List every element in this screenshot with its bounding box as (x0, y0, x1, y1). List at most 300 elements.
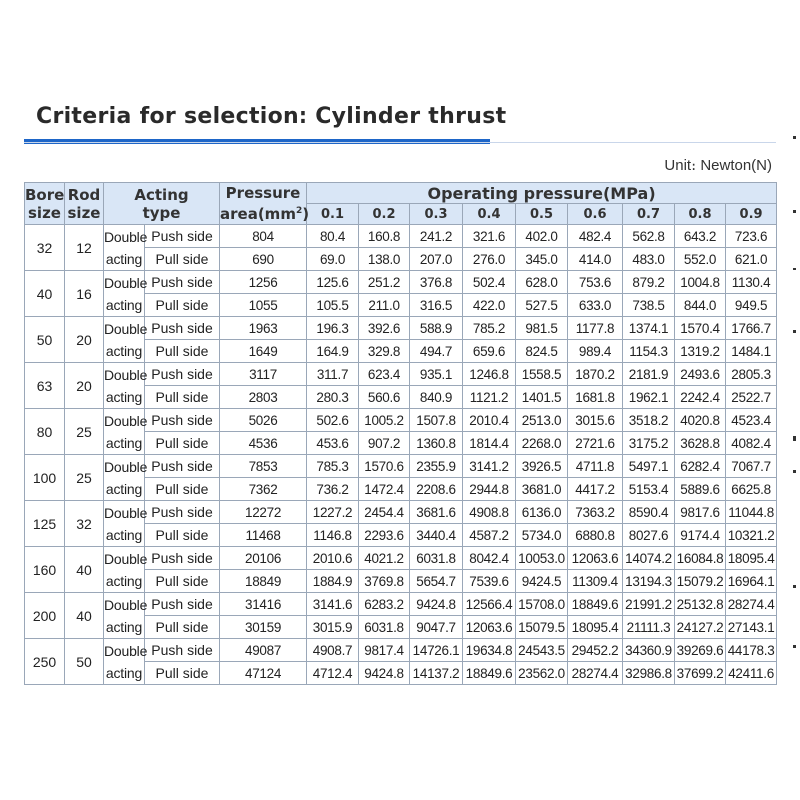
thrust-cell: 753.6 (568, 271, 623, 294)
thrust-cell: 345.0 (516, 248, 568, 271)
pressure-col-header: 0.1 (307, 204, 359, 225)
pull-area-cell: 47124 (220, 662, 307, 685)
thrust-cell: 949.5 (726, 294, 777, 317)
acting-type-cell (104, 317, 148, 363)
thrust-cell: 1558.5 (516, 363, 568, 386)
thrust-cell: 207.0 (410, 248, 463, 271)
edge-mark (793, 330, 796, 333)
pull-side-label: Pull side (145, 570, 220, 593)
thrust-cell: 1005.2 (359, 409, 410, 432)
thrust-cell: 588.9 (410, 317, 463, 340)
thrust-cell: 392.6 (359, 317, 410, 340)
pressure-header-line2: area(mm (220, 205, 296, 223)
pull-area-cell: 30159 (220, 616, 307, 639)
thrust-cell: 11309.4 (568, 570, 623, 593)
table-row (25, 409, 777, 432)
thrust-cell: 1814.4 (463, 432, 516, 455)
thrust-cell: 2355.9 (410, 455, 463, 478)
push-side-label: Push side (145, 547, 220, 570)
col-header-pressure-area (220, 183, 310, 225)
thrust-cell: 1121.2 (463, 386, 516, 409)
acting-type-cell (104, 593, 148, 639)
col-header-operating-pressure: Operating pressure(MPa) (307, 183, 777, 204)
thrust-cell: 824.5 (516, 340, 568, 363)
thrust-cell: 1507.8 (410, 409, 463, 432)
thrust-cell: 1374.1 (623, 317, 675, 340)
thrust-cell: 494.7 (410, 340, 463, 363)
thrust-cell: 276.0 (463, 248, 516, 271)
thrust-cell: 25132.8 (675, 593, 726, 616)
thrust-cell: 414.0 (568, 248, 623, 271)
edge-mark (793, 436, 796, 441)
pressure-header-line1: Pressure (225, 184, 301, 202)
bore-size-cell: 160 (25, 547, 65, 593)
pull-area-cell: 11468 (220, 524, 307, 547)
pull-side-label: Pull side (145, 616, 220, 639)
thrust-cell: 12063.6 (463, 616, 516, 639)
thrust-cell: 28274.4 (568, 662, 623, 685)
thrust-cell: 39269.6 (675, 639, 726, 662)
bore-size-cell: 250 (25, 639, 65, 685)
table-row (25, 317, 777, 340)
thrust-cell: 16964.1 (726, 570, 777, 593)
thrust-cell: 723.6 (726, 225, 777, 248)
acting-label: acting (105, 572, 143, 589)
thrust-cell: 1360.8 (410, 432, 463, 455)
thrust-cell: 4020.8 (675, 409, 726, 432)
thrust-cell: 3769.8 (359, 570, 410, 593)
thrust-cell: 643.2 (675, 225, 726, 248)
thrust-cell: 1146.8 (307, 524, 359, 547)
table-row (25, 639, 777, 662)
bore-size-cell: 80 (25, 409, 65, 455)
thrust-cell: 1484.1 (726, 340, 777, 363)
col-header-rod (65, 183, 104, 225)
thrust-cell: 15708.0 (516, 593, 568, 616)
thrust-cell: 482.4 (568, 225, 623, 248)
pressure-col-header: 0.8 (675, 204, 726, 225)
thrust-cell: 12063.6 (568, 547, 623, 570)
thrust-cell: 13194.3 (623, 570, 675, 593)
thrust-cell: 453.6 (307, 432, 359, 455)
thrust-cell: 2493.6 (675, 363, 726, 386)
thrust-cell: 196.3 (307, 317, 359, 340)
acting-header-line2: type (142, 203, 181, 222)
thrust-cell: 321.6 (463, 225, 516, 248)
thrust-cell: 1884.9 (307, 570, 359, 593)
thrust-cell: 552.0 (675, 248, 726, 271)
thrust-cell: 14726.1 (410, 639, 463, 662)
acting-label: acting (105, 342, 143, 359)
thrust-cell: 9047.7 (410, 616, 463, 639)
rod-size-cell: 20 (65, 363, 104, 409)
rod-header-line2: size (67, 203, 101, 222)
thrust-cell: 28274.4 (726, 593, 777, 616)
table-body (25, 225, 777, 685)
double-label: Double (104, 596, 148, 613)
edge-mark (793, 136, 796, 139)
acting-type-cell (104, 455, 148, 501)
thrust-cell: 1401.5 (516, 386, 568, 409)
thrust-cell: 3518.2 (623, 409, 675, 432)
thrust-cell: 502.6 (307, 409, 359, 432)
thrust-cell: 7067.7 (726, 455, 777, 478)
thrust-cell: 44178.3 (726, 639, 777, 662)
push-area-cell: 12272 (220, 501, 307, 524)
cylinder-thrust-table (24, 182, 777, 685)
thrust-cell: 2242.4 (675, 386, 726, 409)
edge-mark (793, 645, 796, 648)
thrust-cell: 10053.0 (516, 547, 568, 570)
thrust-cell: 907.2 (359, 432, 410, 455)
thrust-cell: 527.5 (516, 294, 568, 317)
col-header-acting-type (104, 183, 220, 225)
thrust-cell: 1570.6 (359, 455, 410, 478)
thrust-cell: 879.2 (623, 271, 675, 294)
thrust-cell: 6283.2 (359, 593, 410, 616)
thrust-cell: 1177.8 (568, 317, 623, 340)
thrust-cell: 251.2 (359, 271, 410, 294)
rod-size-cell: 25 (65, 409, 104, 455)
rod-size-cell: 50 (65, 639, 104, 685)
rod-size-cell: 12 (65, 225, 104, 271)
bore-header-line1: Bore (25, 185, 65, 204)
thrust-cell: 4712.4 (307, 662, 359, 685)
thrust-cell: 241.2 (410, 225, 463, 248)
thrust-cell: 3926.5 (516, 455, 568, 478)
thrust-cell: 6031.8 (359, 616, 410, 639)
pull-area-cell: 18849 (220, 570, 307, 593)
thrust-cell: 2208.6 (410, 478, 463, 501)
thrust-cell: 9817.6 (675, 501, 726, 524)
acting-label: acting (105, 526, 143, 543)
thrust-cell: 840.9 (410, 386, 463, 409)
thrust-cell: 8042.4 (463, 547, 516, 570)
thrust-cell: 3681.0 (516, 478, 568, 501)
acting-label: acting (105, 480, 143, 497)
thrust-cell: 7363.2 (568, 501, 623, 524)
thrust-cell: 4908.7 (307, 639, 359, 662)
thrust-cell: 5153.4 (623, 478, 675, 501)
pull-area-cell: 4536 (220, 432, 307, 455)
thrust-cell: 4908.8 (463, 501, 516, 524)
pressure-col-header: 0.2 (359, 204, 410, 225)
thrust-cell: 2268.0 (516, 432, 568, 455)
thrust-cell: 16084.8 (675, 547, 726, 570)
rod-header-line1: Rod (67, 185, 101, 204)
thrust-cell: 2010.6 (307, 547, 359, 570)
thrust-cell: 15079.5 (516, 616, 568, 639)
push-area-cell: 7853 (220, 455, 307, 478)
thrust-cell: 4021.2 (359, 547, 410, 570)
thrust-cell: 24127.2 (675, 616, 726, 639)
thrust-cell: 21991.2 (623, 593, 675, 616)
pressure-header-sup: 2 (295, 206, 303, 216)
thrust-cell: 5889.6 (675, 478, 726, 501)
thrust-cell: 633.0 (568, 294, 623, 317)
push-area-cell: 804 (220, 225, 307, 248)
thrust-cell: 621.0 (726, 248, 777, 271)
thrust-cell: 18095.4 (568, 616, 623, 639)
acting-type-cell (104, 271, 148, 317)
thrust-cell: 27143.1 (726, 616, 777, 639)
acting-type-cell (104, 409, 148, 455)
thrust-cell: 422.0 (463, 294, 516, 317)
thrust-cell: 3141.2 (463, 455, 516, 478)
bore-size-cell: 40 (25, 271, 65, 317)
thrust-cell: 4082.4 (726, 432, 777, 455)
acting-label: acting (105, 618, 143, 635)
thrust-cell: 42411.6 (726, 662, 777, 685)
acting-type-cell (104, 501, 148, 547)
push-side-label: Push side (145, 317, 220, 340)
table-row (25, 225, 777, 248)
thrust-cell: 5654.7 (410, 570, 463, 593)
rod-size-cell: 16 (65, 271, 104, 317)
acting-header-line1: Acting (134, 185, 189, 204)
rod-size-cell: 32 (65, 501, 104, 547)
thrust-cell: 9424.8 (410, 593, 463, 616)
thrust-cell: 502.4 (463, 271, 516, 294)
double-label: Double (104, 228, 148, 245)
thrust-cell: 3141.6 (307, 593, 359, 616)
thrust-cell: 5497.1 (623, 455, 675, 478)
pull-area-cell: 1055 (220, 294, 307, 317)
col-header-bore (25, 183, 65, 225)
page-title: Criteria for selection։ Cylinder thrust (36, 104, 507, 129)
table-header (25, 183, 777, 225)
thrust-cell: 6282.4 (675, 455, 726, 478)
pressure-col-header: 0.6 (568, 204, 623, 225)
acting-label: acting (105, 250, 143, 267)
double-label: Double (104, 320, 148, 337)
thrust-cell: 19634.8 (463, 639, 516, 662)
thrust-cell: 738.5 (623, 294, 675, 317)
thrust-cell: 376.8 (410, 271, 463, 294)
thrust-cell: 2721.6 (568, 432, 623, 455)
pressure-col-header: 0.4 (463, 204, 516, 225)
double-label: Double (104, 274, 148, 291)
acting-type-cell (104, 225, 148, 271)
thrust-cell: 2010.4 (463, 409, 516, 432)
thrust-cell: 6625.8 (726, 478, 777, 501)
pull-side-label: Pull side (145, 478, 220, 501)
unit-label: Unit։ Newton(N) (664, 157, 772, 174)
thrust-cell: 10321.2 (726, 524, 777, 547)
pull-area-cell: 2803 (220, 386, 307, 409)
thrust-cell: 628.0 (516, 271, 568, 294)
bore-size-cell: 50 (25, 317, 65, 363)
thrust-cell: 785.3 (307, 455, 359, 478)
thrust-cell: 844.0 (675, 294, 726, 317)
table-row (25, 271, 777, 294)
thrust-cell: 160.8 (359, 225, 410, 248)
thrust-cell: 785.2 (463, 317, 516, 340)
double-label: Double (104, 412, 148, 429)
acting-type-cell (104, 639, 148, 685)
thrust-cell: 1319.2 (675, 340, 726, 363)
thrust-cell: 316.5 (410, 294, 463, 317)
thrust-cell: 4417.2 (568, 478, 623, 501)
thrust-cell: 7539.6 (463, 570, 516, 593)
acting-label: acting (105, 296, 143, 313)
thrust-cell: 981.5 (516, 317, 568, 340)
table-row (25, 501, 777, 524)
thrust-cell: 1766.7 (726, 317, 777, 340)
bore-size-cell: 100 (25, 455, 65, 501)
pressure-col-header: 0.7 (623, 204, 675, 225)
thrust-cell: 3015.6 (568, 409, 623, 432)
thrust-cell: 18849.6 (568, 593, 623, 616)
table-row (25, 363, 777, 386)
thrust-cell: 1870.2 (568, 363, 623, 386)
thrust-cell: 1246.8 (463, 363, 516, 386)
double-label: Double (104, 550, 148, 567)
push-side-label: Push side (145, 455, 220, 478)
push-side-label: Push side (145, 593, 220, 616)
thrust-cell: 14074.2 (623, 547, 675, 570)
thrust-cell: 21111.3 (623, 616, 675, 639)
thrust-cell: 2181.9 (623, 363, 675, 386)
push-side-label: Push side (145, 639, 220, 662)
bore-size-cell: 200 (25, 593, 65, 639)
rod-size-cell: 25 (65, 455, 104, 501)
pressure-header-close: ) (302, 205, 310, 223)
thrust-cell: 6880.8 (568, 524, 623, 547)
thrust-cell: 1681.8 (568, 386, 623, 409)
pull-side-label: Pull side (145, 294, 220, 317)
acting-type-cell (104, 547, 148, 593)
thrust-cell: 1004.8 (675, 271, 726, 294)
thrust-cell: 9424.8 (359, 662, 410, 685)
thrust-cell: 402.0 (516, 225, 568, 248)
thrust-cell: 4523.4 (726, 409, 777, 432)
thrust-cell: 2805.3 (726, 363, 777, 386)
pull-area-cell: 1649 (220, 340, 307, 363)
thrust-cell: 5734.0 (516, 524, 568, 547)
push-area-cell: 5026 (220, 409, 307, 432)
thrust-cell: 2513.0 (516, 409, 568, 432)
edge-mark (793, 585, 796, 588)
push-area-cell: 1963 (220, 317, 307, 340)
thrust-cell: 8590.4 (623, 501, 675, 524)
thrust-cell: 3175.2 (623, 432, 675, 455)
thrust-cell: 80.4 (307, 225, 359, 248)
push-area-cell: 49087 (220, 639, 307, 662)
pressure-col-header: 0.9 (726, 204, 777, 225)
pull-area-cell: 7362 (220, 478, 307, 501)
table-row (25, 455, 777, 478)
thrust-cell: 989.4 (568, 340, 623, 363)
pull-area-cell: 690 (220, 248, 307, 271)
thrust-cell: 2944.8 (463, 478, 516, 501)
acting-label: acting (105, 664, 143, 681)
pull-side-label: Pull side (145, 340, 220, 363)
thrust-cell: 1227.2 (307, 501, 359, 524)
thrust-cell: 329.8 (359, 340, 410, 363)
thrust-cell: 659.6 (463, 340, 516, 363)
thrust-cell: 1130.4 (726, 271, 777, 294)
push-side-label: Push side (145, 271, 220, 294)
pressure-col-header: 0.5 (516, 204, 568, 225)
thrust-cell: 164.9 (307, 340, 359, 363)
thrust-cell: 211.0 (359, 294, 410, 317)
thrust-cell: 18849.6 (463, 662, 516, 685)
thrust-cell: 483.0 (623, 248, 675, 271)
thrust-cell: 1154.3 (623, 340, 675, 363)
push-area-cell: 20106 (220, 547, 307, 570)
thrust-cell: 69.0 (307, 248, 359, 271)
pull-side-label: Pull side (145, 432, 220, 455)
thrust-cell: 23562.0 (516, 662, 568, 685)
thrust-cell: 1962.1 (623, 386, 675, 409)
rod-size-cell: 40 (65, 593, 104, 639)
thrust-cell: 1472.4 (359, 478, 410, 501)
push-side-label: Push side (145, 225, 220, 248)
thrust-cell: 736.2 (307, 478, 359, 501)
push-side-label: Push side (145, 501, 220, 524)
thrust-cell: 32986.8 (623, 662, 675, 685)
bore-size-cell: 125 (25, 501, 65, 547)
thrust-cell: 2454.4 (359, 501, 410, 524)
thrust-cell: 2293.6 (359, 524, 410, 547)
double-label: Double (104, 504, 148, 521)
acting-type-cell (104, 363, 148, 409)
thrust-cell: 3681.6 (410, 501, 463, 524)
push-area-cell: 1256 (220, 271, 307, 294)
title-underline (24, 142, 776, 143)
thrust-cell: 34360.9 (623, 639, 675, 662)
bore-size-cell: 63 (25, 363, 65, 409)
table-row (25, 547, 777, 570)
thrust-cell: 12566.4 (463, 593, 516, 616)
thrust-cell: 8027.6 (623, 524, 675, 547)
double-label: Double (104, 366, 148, 383)
edge-mark (793, 268, 796, 270)
thrust-cell: 311.7 (307, 363, 359, 386)
double-label: Double (104, 458, 148, 475)
thrust-cell: 125.6 (307, 271, 359, 294)
thrust-cell: 3015.9 (307, 616, 359, 639)
thrust-cell: 4587.2 (463, 524, 516, 547)
pull-side-label: Pull side (145, 662, 220, 685)
thrust-cell: 138.0 (359, 248, 410, 271)
thrust-cell: 18095.4 (726, 547, 777, 570)
push-side-label: Push side (145, 363, 220, 386)
push-area-cell: 31416 (220, 593, 307, 616)
thrust-cell: 14137.2 (410, 662, 463, 685)
thrust-cell: 280.3 (307, 386, 359, 409)
acting-label: acting (105, 388, 143, 405)
thrust-cell: 24543.5 (516, 639, 568, 662)
thrust-cell: 935.1 (410, 363, 463, 386)
thrust-cell: 1570.4 (675, 317, 726, 340)
thrust-cell: 562.8 (623, 225, 675, 248)
table-row (25, 593, 777, 616)
thrust-cell: 15079.2 (675, 570, 726, 593)
rod-size-cell: 20 (65, 317, 104, 363)
thrust-cell: 37699.2 (675, 662, 726, 685)
thrust-cell: 6031.8 (410, 547, 463, 570)
thrust-cell: 11044.8 (726, 501, 777, 524)
bore-size-cell: 32 (25, 225, 65, 271)
thrust-cell: 29452.2 (568, 639, 623, 662)
push-area-cell: 3117 (220, 363, 307, 386)
pull-side-label: Pull side (145, 524, 220, 547)
thrust-cell: 105.5 (307, 294, 359, 317)
pull-side-label: Pull side (145, 248, 220, 271)
push-side-label: Push side (145, 409, 220, 432)
